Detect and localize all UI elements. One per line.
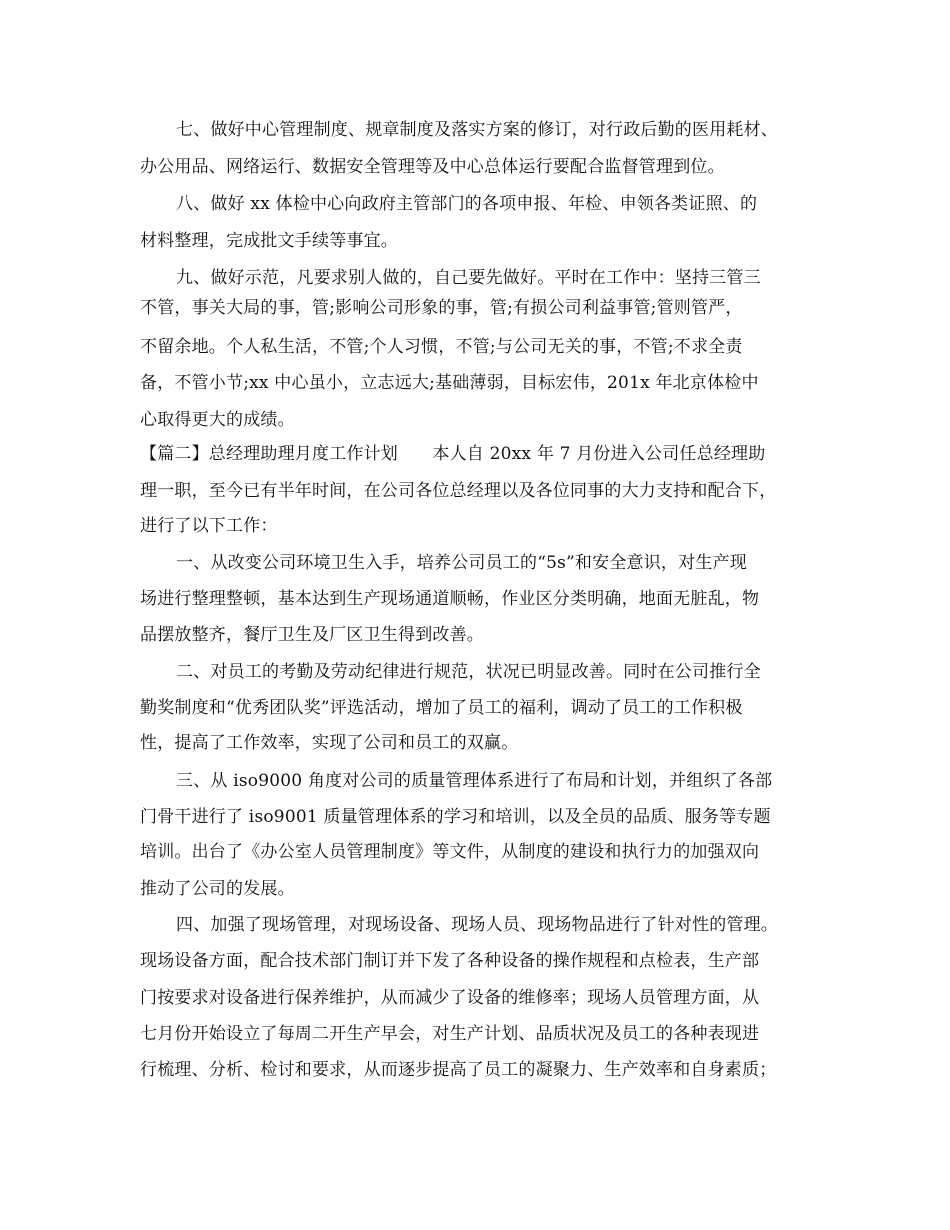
text-line: 二、对员工的考勤及劳动纪律进行规范，状况已明显改善。同时在公司推行全 bbox=[176, 662, 761, 682]
text-line: 不管，事关大局的事，管;影响公司形象的事，管;有损公司利益事管;管则管严， bbox=[140, 298, 743, 318]
text-line: 九、做好示范，凡要求别人做的，自己要先做好。平时在工作中：坚持三管三 bbox=[176, 268, 761, 288]
text-line: 一、从改变公司环境卫生入手，培养公司员工的“5s”和安全意识，对生产现 bbox=[176, 553, 747, 573]
text-line: 材料整理，完成批文手续等事宜。 bbox=[140, 231, 398, 251]
text-line: 场进行整理整顿，基本达到生产现场通道顺畅，作业区分类明确，地面无脏乱，物 bbox=[140, 589, 760, 609]
text-line: 八、做好 xx 体检中心向政府主管部门的各项申报、年检、申领各类证照、的 bbox=[176, 194, 758, 214]
text-line: 【篇二】总经理助理月度工作计划 本人自 20xx 年 7 月份进入公司任总经理助 bbox=[140, 444, 766, 464]
text-line: 性，提高了工作效率，实现了公司和员工的双赢。 bbox=[140, 733, 519, 753]
text-line: 不留余地。个人私生活，不管;个人习惯，不管;与公司无关的事，不管;不求全责 bbox=[140, 337, 743, 357]
text-line: 办公用品、网络运行、数据安全管理等及中心总体运行要配合监督管理到位。 bbox=[140, 157, 725, 177]
text-line: 七月份开始设立了每周二开生产早会，对生产计划、品质状况及员工的各种表现进 bbox=[140, 1024, 760, 1044]
text-line: 门按要求对设备进行保养维护，从而减少了设备的维修率；现场人员管理方面，从 bbox=[140, 988, 760, 1008]
text-line: 勤奖制度和“优秀团队奖”评选活动，增加了员工的福利，调动了员工的工作积极 bbox=[140, 698, 743, 718]
text-line: 门骨干进行了 iso9001 质量管理体系的学习和培训，以及全员的品质、服务等专题 bbox=[140, 807, 771, 827]
text-line: 推动了公司的发展。 bbox=[140, 879, 295, 899]
text-line: 培训。出台了《办公室人员管理制度》等文件，从制度的建设和执行力的加强双向 bbox=[140, 842, 760, 862]
text-line: 行梳理、分析、检讨和要求，从而逐步提高了员工的凝聚力、生产效率和自身素质； bbox=[140, 1060, 777, 1080]
text-line: 进行了以下工作： bbox=[140, 516, 278, 536]
text-line: 七、做好中心管理制度、规章制度及落实方案的修订，对行政后勤的医用耗材、 bbox=[176, 120, 778, 140]
text-line: 心取得更大的成绩。 bbox=[140, 410, 295, 430]
text-line: 四、加强了现场管理，对现场设备、现场人员、现场物品进行了针对性的管理。 bbox=[176, 915, 778, 935]
text-line: 备，不管小节;xx 中心虽小，立志远大;基础薄弱，目标宏伟，201x 年北京体检中 bbox=[140, 373, 759, 393]
text-line: 品摆放整齐，餐厅卫生及厂区卫生得到改善。 bbox=[140, 625, 484, 645]
text-line: 现场设备方面，配合技术部门制订并下发了各种设备的操作规程和点检表，生产部 bbox=[140, 951, 760, 971]
text-line: 三、从 iso9000 角度对公司的质量管理体系进行了布局和计划，并组织了各部 bbox=[176, 771, 773, 791]
text-line: 理一职，至今已有半年时间，在公司各位总经理以及各位同事的大力支持和配合下， bbox=[140, 481, 777, 501]
